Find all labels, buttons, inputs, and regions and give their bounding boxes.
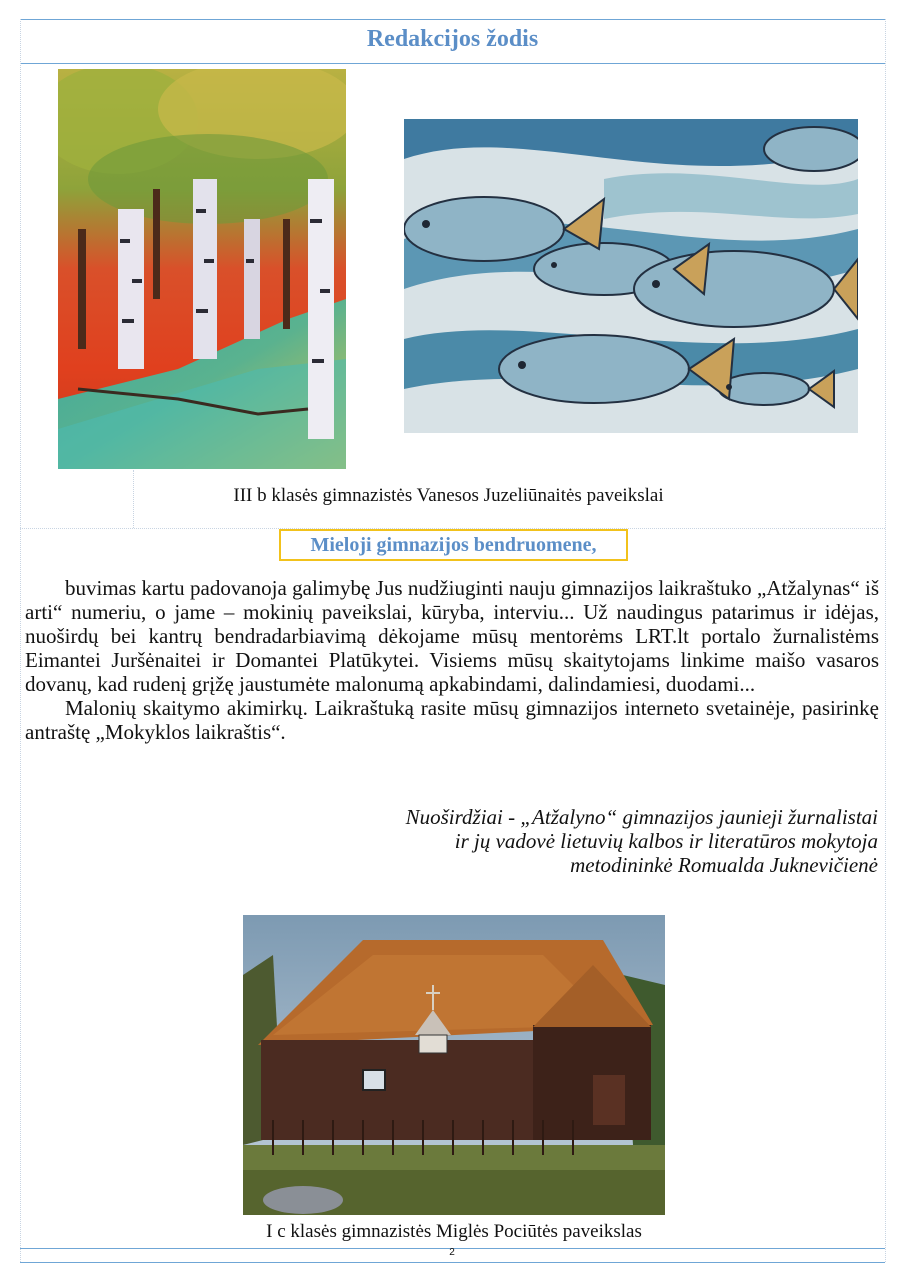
birch-forest-painting [58, 69, 346, 469]
letter-paragraph: buvimas kartu padovanoja galimybę Jus nudžiuginti nauju gimnazijos laikraštuko „Atžalynas“ iš arti“ numeriu, o jame – mokinių paveikslai, kūryba, interviu... Už naudingus patarimus ir idėjas, nuoširdų bei kantrų bendradarbiavimą dėkojame mūsų mentorėms LRT.lt portalo žurnalistėms Eimantei Juršėnaitei ir Domantei Platūkytei. Visiems mūsų skaitytojams linkime maišo vasaros dovanų, kad rudenį grįžę jaustumėte malonumą apkabindami, dalindamiesi, duodami... [25, 576, 879, 696]
footer-rule-bottom [20, 1262, 885, 1263]
page-number: 2 [449, 1247, 455, 1258]
top-paintings-caption: III b klasės gimnazistės Vanesos Juzeliūnaitės paveikslai [233, 485, 664, 506]
left-frame-edge [20, 19, 21, 1262]
wooden-house-painting [243, 915, 665, 1215]
signature-line: metodininkė Romualda Juknevičienė [570, 853, 878, 877]
greeting-box: Mieloji gimnazijos bendruomene, [279, 529, 628, 561]
letter-body [25, 576, 879, 744]
page-title: Redakcijos žodis [366, 26, 539, 52]
bottom-painting-caption: I c klasės gimnazistės Miglės Pociūtės paveikslas [266, 1221, 642, 1242]
fish-painting [404, 119, 858, 433]
signature-line: Nuoširdžiai - „Atžalyno“ gimnazijos jaunieji žurnalistai [405, 805, 878, 829]
signature-block [406, 805, 878, 877]
letter-paragraph: Malonių skaitymo akimirkų. Laikraštuką rasite mūsų gimnazijos interneto svetainėje, pasirinkę antraštę „Mokyklos laikraštis“. [25, 696, 879, 744]
title-rule [20, 63, 885, 64]
top-rule [20, 19, 885, 20]
signature-line: ir jų vadovė lietuvių kalbos ir literatūros mokytoja [454, 829, 878, 853]
right-frame-edge [885, 19, 886, 1262]
